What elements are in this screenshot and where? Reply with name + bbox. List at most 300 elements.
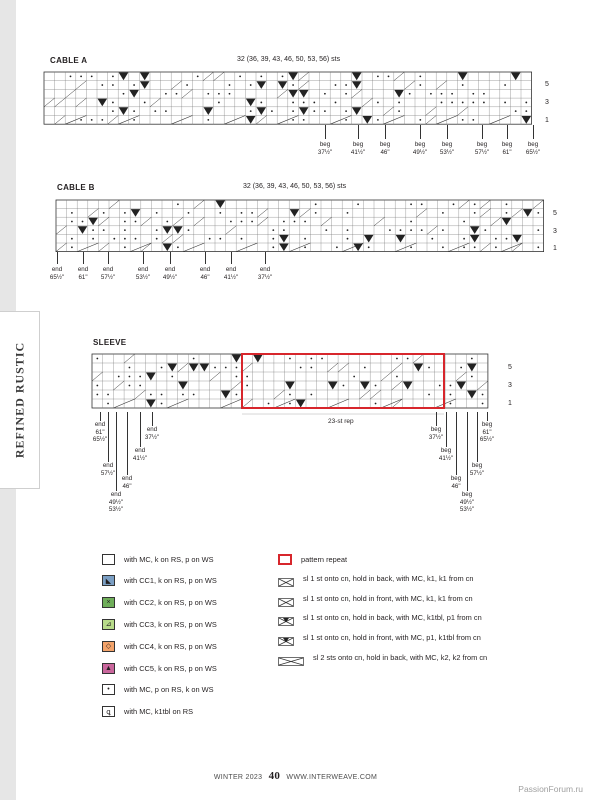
footer-issue: WINTER 2023 [213, 774, 263, 781]
cable-a-purl-dot [207, 93, 209, 95]
sleeve-row-1: 1 [508, 400, 512, 407]
sleeve-purl-dot [214, 367, 216, 369]
legend-text: sl 1 st onto cn, hold in back, with MC, k1, k1 from cn [303, 574, 474, 584]
cable-b-marker-text: 61" [78, 273, 88, 281]
cable-a-purl-dot [303, 119, 305, 121]
cable-a-purl-dot [250, 84, 252, 86]
cable-a-purl-dot [123, 93, 125, 95]
sleeve-purl-dot [310, 358, 312, 360]
legend-lt [278, 591, 473, 605]
cable-b-purl-dot [495, 246, 497, 248]
sleeve-purl-dot [107, 394, 109, 396]
sleeve-marker-text: beg [430, 426, 442, 433]
cable-b-purl-dot [124, 229, 126, 231]
sleeve-marker [124, 447, 156, 462]
cable-b-purl-dot [537, 246, 539, 248]
sleeve-purl-dot [246, 376, 248, 378]
sleeve-purl-dot [364, 367, 366, 369]
sleeve-purl-dot [289, 403, 291, 405]
sleeve-purl-dot [310, 394, 312, 396]
sleeve-purl-dot [375, 403, 377, 405]
cable-a-marker-text: 57½" [474, 148, 490, 156]
cable-a-purl-dot [91, 119, 93, 121]
cable-a-marker-line [482, 125, 483, 139]
cable-a-purl-dot [229, 84, 231, 86]
sleeve-purl-dot [171, 376, 173, 378]
sleeve-purl-dot [450, 385, 452, 387]
cable-b-purl-dot [92, 229, 94, 231]
sleeve-marker-text: end [134, 447, 146, 454]
sleeve-purl-dot [129, 376, 131, 378]
sleeve-purl-dot [118, 376, 120, 378]
cable-a-marker-text: 49½" [412, 148, 428, 156]
legend-lpt [278, 630, 481, 644]
cable-b-purl-dot [71, 221, 73, 223]
cable-b-purl-dot [177, 246, 179, 248]
sleeve-purl-dot [193, 394, 195, 396]
cable-b-purl-dot [495, 238, 497, 240]
sleeve-marker-text: end [146, 426, 158, 433]
sleeve-purl-dot [225, 367, 227, 369]
sleeve-purl-dot [300, 367, 302, 369]
sleeve-title: SLEEVE [93, 338, 127, 347]
cable-b-purl-dot [272, 229, 274, 231]
cable-b-marker-text: end [51, 266, 63, 273]
legend-text: with CC5, k on RS, p on WS [124, 663, 217, 673]
sleeve-marker-text: 37½" [428, 433, 444, 441]
cable-b-purl-dot [156, 212, 158, 214]
cable-a-marker [369, 141, 401, 156]
cable-a-marker [517, 141, 549, 156]
cable-b-marker-line [143, 252, 144, 264]
sleeve-marker-text: beg [440, 447, 452, 454]
cable-a-marker-text: beg [319, 141, 331, 148]
diamond-icon: ◇ [102, 641, 115, 652]
cable-a-purl-dot [197, 75, 199, 77]
cable-b-marker [215, 266, 247, 281]
cable-a-purl-dot [144, 102, 146, 104]
cable-a-marker-text: beg [527, 141, 539, 148]
cable-b-purl-dot [283, 229, 285, 231]
sleeve-marker-text: 49½" [459, 498, 475, 506]
cable-a-purl-dot [313, 102, 315, 104]
sleeve-purl-dot [236, 376, 238, 378]
cross-left-icon [278, 594, 294, 603]
cable-b-marker-line [57, 252, 58, 264]
cable-a-purl-dot [345, 110, 347, 112]
sleeve-purl-dot [193, 358, 195, 360]
cable-b-stitch-count: 32 (36, 39, 43, 46, 50, 53, 56) sts [243, 183, 347, 190]
cable-b-purl-dot [442, 229, 444, 231]
cable-b-purl-dot [484, 229, 486, 231]
cable-a-purl-dot [207, 119, 209, 121]
sleeve-purl-dot [439, 385, 441, 387]
cable-b-marker-text: end [225, 266, 237, 273]
cross-right-purl-icon-glyph [278, 617, 294, 626]
sleeve-purl-dot [96, 385, 98, 387]
cable-b-purl-dot [442, 212, 444, 214]
cable-b-purl-dot [410, 246, 412, 248]
cable-a-purl-dot [260, 102, 262, 104]
sleeve-marker [84, 421, 116, 444]
cable-b-purl-dot [71, 212, 73, 214]
legend-pattern-repeat [278, 552, 347, 566]
sleeve-marker-text: end [121, 475, 133, 482]
cable-b-purl-dot [400, 229, 402, 231]
cable-a-purl-dot [112, 84, 114, 86]
sleeve-purl-dot [482, 403, 484, 405]
cable-b-marker-line [205, 252, 206, 264]
cable-a-purl-dot [80, 119, 82, 121]
cable-b-purl-dot [442, 246, 444, 248]
cable-b-marker-line [265, 252, 266, 264]
cable-b-purl-dot [431, 238, 433, 240]
cable-b-purl-dot [506, 203, 508, 205]
cable-b-purl-dot [315, 203, 317, 205]
cable-b-purl-dot [325, 229, 327, 231]
sleeve-marker [136, 426, 168, 441]
cable-b-purl-dot [410, 221, 412, 223]
sleeve-marker-line [467, 412, 468, 491]
cable-b-marker-line [108, 252, 109, 264]
cable-a-purl-dot [271, 110, 273, 112]
cable-a-purl-dot [419, 119, 421, 121]
cable-a-marker [431, 141, 463, 156]
cable-b-marker-text: 46" [200, 273, 210, 281]
legend-mc-purl [102, 683, 214, 697]
legend-text: with MC, k on RS, p on WS [124, 554, 214, 564]
legend-text: with CC1, k on RS, p on WS [124, 576, 217, 586]
cable-a-purl-dot [250, 110, 252, 112]
twisted-stitch-icon: ꝗ [102, 706, 115, 717]
page-footer [0, 770, 591, 782]
sleeve-marker-line [127, 412, 128, 475]
cable-b-purl-dot [209, 238, 211, 240]
cable-a-purl-dot [345, 84, 347, 86]
cable-a-purl-dot [112, 110, 114, 112]
sleeve-marker [111, 475, 143, 490]
cable-a-row-5: 5 [545, 81, 549, 88]
cable-b-purl-dot [304, 221, 306, 223]
sleeve-purl-dot [150, 394, 152, 396]
cable-b-marker-text: end [77, 266, 89, 273]
cable-b-purl-dot [368, 246, 370, 248]
cable-a-purl-dot [133, 84, 135, 86]
cable-b-marker-text: 57½" [100, 273, 116, 281]
wide-cross-icon-glyph [278, 657, 304, 666]
cable-a-marker-text: 41½" [350, 148, 366, 156]
cable-a-purl-dot [525, 110, 527, 112]
sleeve-marker-line [446, 412, 447, 447]
sleeve-purl-dot [236, 367, 238, 369]
sleeve-purl-dot [343, 385, 345, 387]
sleeve-purl-dot [289, 394, 291, 396]
sleeve-marker-text: end [102, 462, 114, 469]
sleeve-marker-text: 53½" [459, 506, 475, 513]
cable-a-purl-dot [239, 75, 241, 77]
cable-b-purl-dot [103, 212, 105, 214]
cable-b-purl-dot [124, 212, 126, 214]
cable-a-purl-dot [377, 119, 379, 121]
cable-b-purl-dot [453, 203, 455, 205]
cable-b-purl-dot [463, 221, 465, 223]
x-mark-icon: × [102, 597, 115, 608]
cable-b-purl-dot [135, 238, 137, 240]
cable-a-purl-dot [292, 119, 294, 121]
cable-b-purl-dot [188, 229, 190, 231]
cable-a-purl-dot [91, 75, 93, 77]
cable-b-purl-dot [463, 238, 465, 240]
legend-text: sl 1 st onto cn, hold in back, with MC, k1tbl, p1 from cn [303, 613, 482, 623]
cable-a-purl-dot [70, 75, 72, 77]
sleeve-marker-text: 46" [122, 482, 132, 490]
sleeve-marker-text: beg [450, 475, 462, 482]
cable-a-row-1: 1 [545, 117, 549, 124]
cable-a-purl-dot [133, 119, 135, 121]
sleeve-purl-dot [450, 403, 452, 405]
sleeve-marker-line [456, 412, 457, 475]
sleeve-purl-dot [428, 367, 430, 369]
cable-a-purl-dot [345, 93, 347, 95]
cable-b-purl-dot [347, 238, 349, 240]
sleeve-marker-text: 41½" [132, 454, 148, 462]
sleeve-row-3: 3 [508, 382, 512, 389]
sleeve-purl-dot [450, 394, 452, 396]
cable-a-marker-line [358, 125, 359, 139]
sleeve-marker [451, 491, 483, 514]
cable-a-purl-dot [335, 102, 337, 104]
legend-cc3-knit [102, 617, 217, 631]
cable-a-row-3: 3 [545, 99, 549, 106]
sleeve-purl-dot [161, 367, 163, 369]
cable-b-purl-dot [506, 238, 508, 240]
cable-a-purl-dot [398, 102, 400, 104]
cable-b-purl-dot [251, 221, 253, 223]
cable-a-purl-dot [377, 102, 379, 104]
cable-b-purl-dot [188, 212, 190, 214]
cable-a-purl-dot [112, 102, 114, 104]
cable-b-marker-text: end [137, 266, 149, 273]
cable-b-purl-dot [219, 238, 221, 240]
cross-right-icon-glyph [278, 578, 294, 587]
sleeve-marker-text: beg [471, 462, 483, 469]
legend-text: sl 1 st onto cn, hold in front, with MC, p1, k1tbl from cn [303, 632, 481, 642]
cable-a-purl-dot [441, 102, 443, 104]
cross-left-purl-icon-glyph [278, 637, 294, 646]
cable-b-marker-text: end [164, 266, 176, 273]
cable-b-marker [92, 266, 124, 281]
legend-rt [278, 572, 473, 586]
cable-b-marker-text: 65½" [49, 273, 65, 281]
sleeve-purl-dot [321, 358, 323, 360]
sleeve-marker-text: end [110, 491, 122, 498]
cable-a-marker-text: 61" [502, 148, 512, 156]
cable-b-purl-dot [336, 246, 338, 248]
cable-b-marker-text: 37½" [257, 273, 273, 281]
cable-a-purl-dot [515, 110, 517, 112]
cable-b-purl-dot [421, 229, 423, 231]
cable-a-marker-line [533, 125, 534, 139]
cable-b-purl-dot [272, 246, 274, 248]
cable-b-purl-dot [241, 238, 243, 240]
cable-b-purl-dot [113, 238, 115, 240]
cable-a-purl-dot [441, 93, 443, 95]
sleeve-purl-dot [182, 394, 184, 396]
cable-b-marker-line [83, 252, 84, 264]
cable-a-purl-dot [112, 75, 114, 77]
cable-a-purl-dot [101, 119, 103, 121]
sleeve-marker-text: 57½" [100, 469, 116, 477]
sleeve-marker [461, 462, 493, 477]
cable-a-purl-dot [218, 102, 220, 104]
cable-a-purl-dot [430, 93, 432, 95]
cable-b-purl-dot [357, 203, 359, 205]
cable-b-purl-dot [156, 229, 158, 231]
cable-a-purl-dot [133, 110, 135, 112]
sleeve-marker-text: 65½" [479, 436, 495, 443]
cable-b-purl-dot [463, 246, 465, 248]
cable-a-purl-dot [462, 84, 464, 86]
cable-b-purl-dot [347, 229, 349, 231]
cable-a-purl-dot [80, 75, 82, 77]
cable-b-purl-dot [230, 221, 232, 223]
cable-a-purl-dot [303, 102, 305, 104]
cable-a-marker-text: 46" [380, 148, 390, 156]
sleeve-purl-dot [289, 358, 291, 360]
cable-a-purl-dot [324, 93, 326, 95]
cable-a-purl-dot [483, 93, 485, 95]
dot-icon: • [102, 684, 115, 695]
cable-a-marker-line [325, 125, 326, 139]
sleeve-purl-dot [482, 394, 484, 396]
cable-b-purl-dot [241, 212, 243, 214]
cable-b-purl-dot [92, 238, 94, 240]
sleeve-purl-dot [96, 394, 98, 396]
cable-a-purl-dot [324, 110, 326, 112]
cable-a-purl-dot [472, 102, 474, 104]
sleeve-purl-dot [396, 358, 398, 360]
cable-a-purl-dot [462, 119, 464, 121]
sleeve-marker-line [436, 412, 437, 426]
cable-b-purl-dot [71, 246, 73, 248]
cable-a-purl-dot [260, 75, 262, 77]
blank-square-icon [102, 554, 115, 565]
legend-rpt [278, 611, 482, 625]
cable-b-row-1: 1 [553, 245, 557, 252]
cross-right-purl-icon [278, 613, 294, 622]
sleeve-marker-text: 53½" [108, 506, 124, 513]
wide-cross-icon [278, 653, 304, 662]
footer-site: WWW.INTERWEAVE.COM [286, 774, 378, 781]
sleeve-purl-dot [161, 394, 163, 396]
cable-b-title: CABLE B [57, 183, 95, 192]
sleeve-purl-dot [375, 385, 377, 387]
cable-b-row-5: 5 [553, 210, 557, 217]
cable-a-purl-dot [472, 119, 474, 121]
cable-b-marker-text: end [199, 266, 211, 273]
cable-a-marker-text: 53½" [439, 148, 455, 156]
cable-a-purl-dot [292, 102, 294, 104]
cable-b-purl-dot [251, 212, 253, 214]
sleeve-purl-dot [129, 385, 131, 387]
sleeve-marker-text: 46" [451, 482, 461, 490]
cable-a-purl-dot [525, 102, 527, 104]
sleeve-purl-dot [310, 367, 312, 369]
sleeve-purl-dot [236, 394, 238, 396]
cable-a-purl-dot [313, 110, 315, 112]
legend-text: pattern repeat [301, 554, 348, 564]
cable-a-purl-dot [419, 75, 421, 77]
sleeve-purl-dot [460, 367, 462, 369]
cable-a-purl-dot [483, 102, 485, 104]
cable-a-marker-text: beg [379, 141, 391, 148]
cable-a-marker-text: 37½" [317, 148, 333, 156]
cable-a-purl-dot [165, 93, 167, 95]
legend-cc2-knit [102, 596, 217, 610]
cable-a-stitch-count: 32 (36, 39, 43, 46, 50, 53, 56) sts [237, 56, 341, 63]
cable-a-purl-dot [388, 75, 390, 77]
sleeve-purl-dot [246, 385, 248, 387]
cable-b-marker-text: 49½" [162, 273, 178, 281]
sleeve-marker [420, 426, 452, 441]
legend-text: with CC2, k on RS, p on WS [124, 598, 217, 608]
cable-a-purl-dot [462, 102, 464, 104]
cable-a-purl-dot [229, 93, 231, 95]
sleeve-marker-text: 65½" [92, 436, 108, 443]
cable-b-purl-dot [124, 221, 126, 223]
cable-b-purl-dot [135, 221, 137, 223]
cable-b-purl-dot [241, 221, 243, 223]
cable-b-purl-dot [304, 246, 306, 248]
cable-a-marker-text: beg [441, 141, 453, 148]
red-box-icon [278, 554, 292, 565]
cable-a-marker [309, 141, 341, 156]
cable-a-purl-dot [409, 93, 411, 95]
legend-text: with CC4, k on RS, p on WS [124, 641, 217, 651]
cable-a-purl-dot [292, 110, 294, 112]
cable-a-purl-dot [335, 84, 337, 86]
sleeve-marker-text: 41½" [438, 454, 454, 462]
cable-b-purl-dot [410, 203, 412, 205]
cable-b-purl-dot [474, 212, 476, 214]
cable-b-purl-dot [506, 212, 508, 214]
cable-a-marker-line [447, 125, 448, 139]
cable-a-title: CABLE A [50, 56, 88, 65]
cable-b-purl-dot [410, 229, 412, 231]
sleeve-marker-text: end [94, 421, 106, 428]
cable-b-purl-dot [474, 203, 476, 205]
cable-b-row-3: 3 [553, 228, 557, 235]
cable-b-marker [249, 266, 281, 281]
legend-text: with MC, p on RS, k on WS [124, 685, 214, 695]
sleeve-purl-dot [407, 358, 409, 360]
cable-b-marker-text: end [259, 266, 271, 273]
page-number: 40 [268, 770, 281, 782]
cable-a-marker-text: beg [501, 141, 513, 148]
cable-b-purl-dot [315, 212, 317, 214]
sleeve-purl-dot [161, 403, 163, 405]
sleeve-marker [471, 421, 503, 444]
sleeve-marker-text: 57½" [469, 469, 485, 477]
legend-cc1-knit [102, 574, 217, 588]
sleeve-purl-dot [107, 403, 109, 405]
sleeve-purl-dot [139, 376, 141, 378]
cable-b-purl-dot [103, 229, 105, 231]
sleeve-marker-line [487, 412, 488, 421]
sleeve-marker-line [152, 412, 153, 426]
sleeve-marker-text: 61" [95, 428, 105, 436]
cross-left-icon-glyph [278, 598, 294, 607]
